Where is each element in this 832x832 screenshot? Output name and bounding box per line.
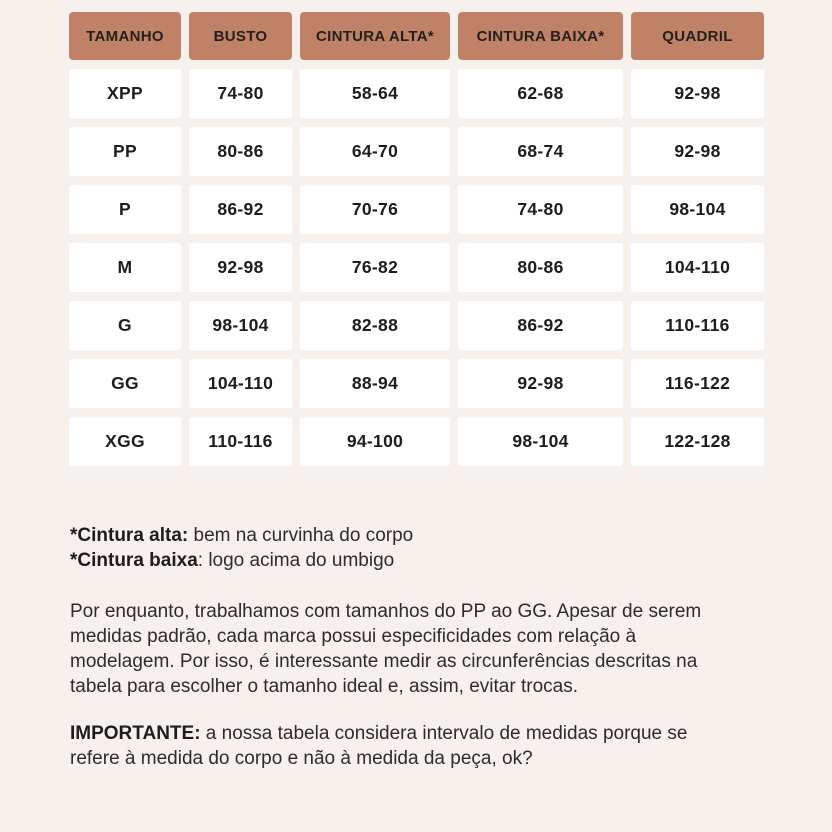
table-cell: 92-98 (631, 127, 764, 176)
table-cell: 70-76 (300, 185, 450, 234)
header-cell-busto: BUSTO (189, 12, 292, 60)
table-cell: 94-100 (300, 417, 450, 466)
table-cell: 98-104 (189, 301, 292, 350)
note-cintura-baixa-label: *Cintura baixa (70, 550, 198, 571)
table-cell: 122-128 (631, 417, 764, 466)
size-cell: XGG (69, 417, 181, 466)
table-cell: 82-88 (300, 301, 450, 350)
note-cintura-alta-label: *Cintura alta: (70, 525, 189, 546)
table-cell: 110-116 (631, 301, 764, 350)
table-cell: 104-110 (189, 359, 292, 408)
table-cell: 74-80 (189, 69, 292, 118)
table-cell: 80-86 (189, 127, 292, 176)
table-cell: 92-98 (458, 359, 623, 408)
important-note-line: refere à medida do corpo e não à medida da peça, ok? (70, 748, 533, 769)
note-cintura-baixa-text: : logo acima do umbigo (197, 550, 395, 571)
table-cell: 64-70 (300, 127, 450, 176)
table-cell: 68-74 (458, 127, 623, 176)
table-cell: 88-94 (300, 359, 450, 408)
notes-section (70, 523, 780, 771)
size-cell: PP (69, 127, 181, 176)
table-cell: 62-68 (458, 69, 623, 118)
table-cell: 80-86 (458, 243, 623, 292)
header-cell-cintura-alta: CINTURA ALTA* (300, 12, 450, 60)
paragraph-line: medidas padrão, cada marca possui especificidades com relação à (70, 626, 637, 647)
table-cell: 98-104 (458, 417, 623, 466)
table-cell: 104-110 (631, 243, 764, 292)
size-cell: M (69, 243, 181, 292)
table-cell: 116-122 (631, 359, 764, 408)
table-cell: 74-80 (458, 185, 623, 234)
table-cell: 86-92 (189, 185, 292, 234)
table-cell: 76-82 (300, 243, 450, 292)
paragraph-line: Por enquanto, trabalhamos com tamanhos do PP ao GG. Apesar de serem (70, 601, 702, 622)
important-label: IMPORTANTE: (70, 723, 201, 744)
sizes-explanation-paragraph (70, 599, 780, 699)
important-note-line (70, 721, 780, 746)
size-cell: XPP (69, 69, 181, 118)
table-cell: 110-116 (189, 417, 292, 466)
note-cintura-alta-text: bem na curvinha do corpo (188, 525, 414, 546)
table-cell: 92-98 (189, 243, 292, 292)
note-cintura-baixa (70, 548, 780, 573)
table-cell: 58-64 (300, 69, 450, 118)
table-cell: 86-92 (458, 301, 623, 350)
paragraph-line: tabela para escolher o tamanho ideal e, assim, evitar trocas. (70, 676, 578, 697)
header-cell-tamanho: TAMANHO (69, 12, 181, 60)
note-cintura-alta (70, 523, 780, 548)
header-cell-quadril: QUADRIL (631, 12, 764, 60)
size-cell: P (69, 185, 181, 234)
important-text-line1: a nossa tabela considera intervalo de medidas porque se (200, 723, 688, 744)
important-note (70, 721, 780, 771)
size-cell: GG (69, 359, 181, 408)
size-table (69, 12, 764, 466)
table-cell: 98-104 (631, 185, 764, 234)
header-cell-cintura-baixa: CINTURA BAIXA* (458, 12, 623, 60)
size-cell: G (69, 301, 181, 350)
table-cell: 92-98 (631, 69, 764, 118)
paragraph-line: modelagem. Por isso, é interessante medir as circunferências descritas na (70, 651, 698, 672)
